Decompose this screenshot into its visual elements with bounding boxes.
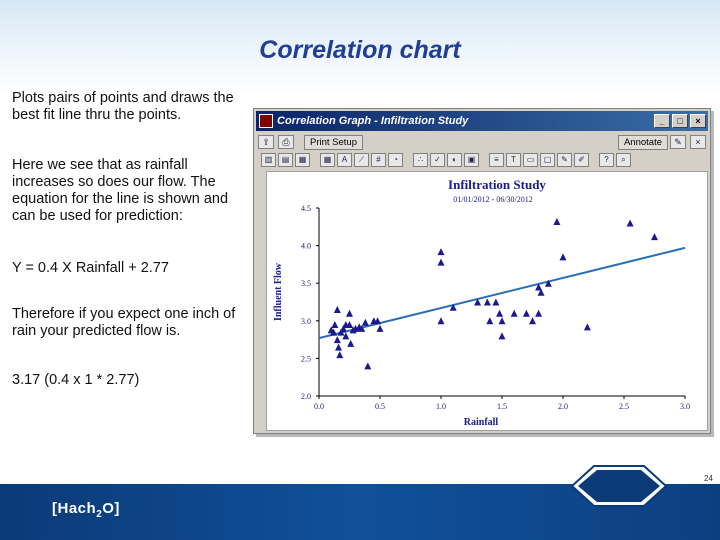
x-tick-label: 1.0 xyxy=(436,402,446,411)
paragraph-1: Plots pairs of points and draws the best fit line thru the points. xyxy=(12,90,234,123)
note-icon[interactable]: ▭ xyxy=(523,153,538,167)
stacked-chart-icon[interactable]: ▦ xyxy=(295,153,310,167)
best-fit-line xyxy=(319,248,685,338)
data-point xyxy=(499,317,506,324)
minimize-button[interactable]: _ xyxy=(654,114,670,128)
data-point xyxy=(523,310,530,317)
data-point xyxy=(496,310,503,317)
y-tick-label: 3.5 xyxy=(301,279,311,289)
annotate-icon[interactable]: ✎ xyxy=(670,135,686,149)
paragraph-2: Here we see that as rainfall increases so does our flow. The equation for the line is shown and can be used for prediction: xyxy=(12,157,229,224)
x-tick-label: 2.0 xyxy=(558,402,568,411)
marker-icon[interactable]: ✓ xyxy=(430,153,445,167)
data-point xyxy=(499,332,506,339)
data-point xyxy=(529,317,536,324)
data-point xyxy=(438,248,445,255)
data-point xyxy=(627,220,634,227)
bar-chart-icon[interactable]: ▥ xyxy=(261,153,276,167)
data-point xyxy=(584,323,591,330)
x-axis-label: Rainfall xyxy=(463,417,499,428)
data-point xyxy=(335,344,342,351)
data-points xyxy=(319,218,685,369)
x-tick-label: 3.0 xyxy=(680,402,690,411)
zoom-icon[interactable]: ⌕ xyxy=(616,153,631,167)
axes xyxy=(301,204,690,411)
x-tick-label: 0.5 xyxy=(375,402,385,411)
y-tick-label: 4.5 xyxy=(301,204,311,213)
window-title: Correlation Graph - Infiltration Study xyxy=(277,115,469,127)
data-point xyxy=(486,317,493,324)
label-icon[interactable]: ▢ xyxy=(540,153,555,167)
print-setup-button[interactable]: Print Setup xyxy=(304,135,363,150)
printer-icon[interactable]: ⎙ xyxy=(278,135,294,149)
close-view-icon[interactable]: × xyxy=(690,135,706,149)
close-button[interactable]: × xyxy=(690,114,706,128)
data-point xyxy=(331,321,338,328)
data-point xyxy=(553,218,560,225)
column-chart-icon[interactable]: ▤ xyxy=(278,153,293,167)
chart-subtitle: 01/01/2012 - 06/30/2012 xyxy=(453,195,533,204)
data-point xyxy=(336,351,343,358)
table-icon[interactable]: ▦ xyxy=(320,153,335,167)
toolbar-chart xyxy=(256,149,708,171)
x-tick-label: 0.0 xyxy=(314,402,324,411)
data-point xyxy=(511,310,518,317)
slide-title: Correlation chart xyxy=(259,36,461,64)
data-point xyxy=(364,362,371,369)
x-tick-label: 2.5 xyxy=(619,402,629,411)
data-point xyxy=(334,336,341,343)
y-tick-label: 3.0 xyxy=(301,316,311,326)
y-tick-label: 2.5 xyxy=(301,354,311,364)
maximize-button[interactable]: □ xyxy=(672,114,688,128)
data-point xyxy=(362,319,369,326)
data-point xyxy=(535,310,542,317)
prediction-text: 3.17 (0.4 x 1 * 2.77) xyxy=(12,372,140,388)
line-chart-icon[interactable]: ⟋ xyxy=(354,153,369,167)
window-titlebar[interactable] xyxy=(256,111,708,131)
data-point xyxy=(560,253,567,260)
data-point xyxy=(347,340,354,347)
scatter-chart xyxy=(267,172,707,430)
data-point xyxy=(651,233,658,240)
help-icon[interactable]: ? xyxy=(599,153,614,167)
data-point xyxy=(346,310,353,317)
chart-title: Infiltration Study xyxy=(448,177,546,192)
data-point xyxy=(334,306,341,313)
hach2o-logo: [Hach$_2$O] xyxy=(52,500,120,520)
y-tick-label: 4.0 xyxy=(301,241,311,251)
scatter-icon[interactable]: ∴ xyxy=(413,153,428,167)
data-point xyxy=(438,317,445,324)
export-icon[interactable]: ⇪ xyxy=(258,135,274,149)
hach-logo xyxy=(566,464,672,508)
data-point xyxy=(438,259,445,266)
pie-icon[interactable]: ◔ xyxy=(388,153,403,167)
data-point xyxy=(377,325,384,332)
equation-text: Y = 0.4 X Rainfall + 2.77 xyxy=(12,260,169,276)
paint-icon[interactable]: ✐ xyxy=(574,153,589,167)
text-icon[interactable]: T xyxy=(506,153,521,167)
axis-icon[interactable]: A xyxy=(337,153,352,167)
fill-icon[interactable]: ▣ xyxy=(464,153,479,167)
grid-icon[interactable]: # xyxy=(371,153,386,167)
y-tick-label: 2.0 xyxy=(301,392,311,401)
data-point xyxy=(492,299,499,306)
correlation-graph-window xyxy=(253,108,711,434)
data-point xyxy=(342,332,349,339)
edit-icon[interactable]: ✎ xyxy=(557,153,572,167)
page-number: 24 xyxy=(704,474,713,483)
paragraph-4: Therefore if you expect one inch of rain your predicted flow is. xyxy=(12,306,236,339)
app-icon xyxy=(259,114,273,128)
y-axis-label: Influent Flow xyxy=(273,262,284,322)
legend-icon[interactable]: ≡ xyxy=(489,153,504,167)
chart-panel xyxy=(266,171,708,431)
data-point xyxy=(484,299,491,306)
color-icon[interactable]: ◐ xyxy=(447,153,462,167)
x-tick-label: 1.5 xyxy=(497,402,507,411)
annotate-button[interactable]: Annotate xyxy=(618,135,668,150)
